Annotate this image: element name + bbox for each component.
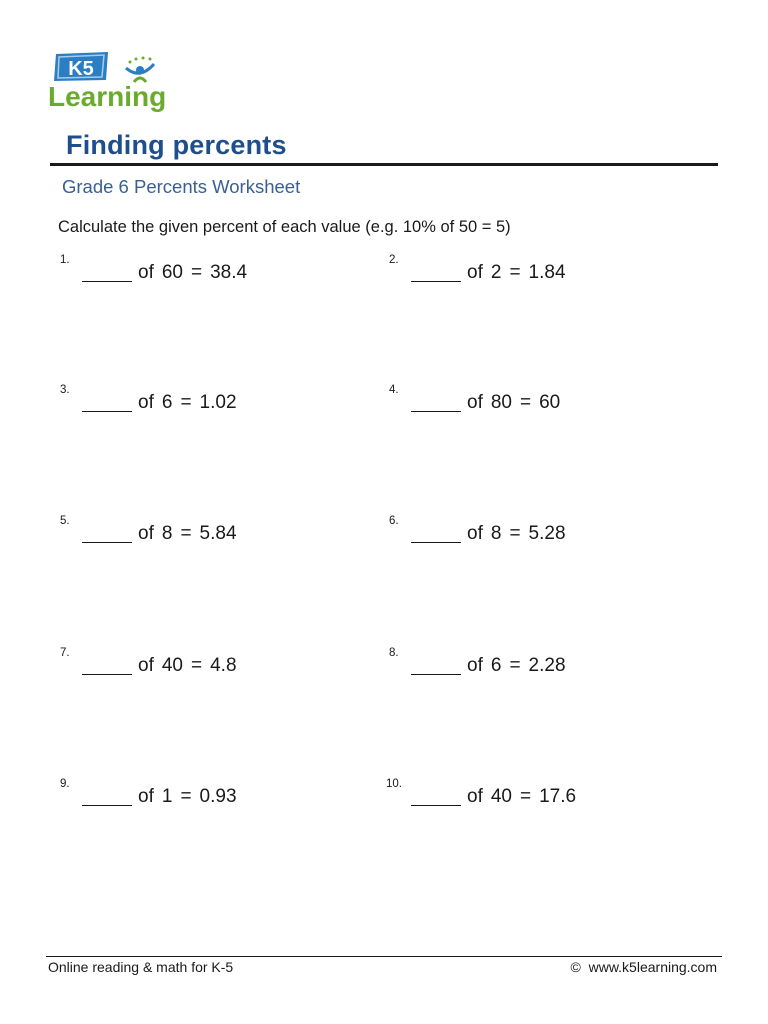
problem-result: 17.6: [539, 786, 577, 807]
problem-value: 6: [490, 655, 502, 676]
answer-blank[interactable]: [82, 391, 132, 412]
k5-badge-icon: [54, 52, 108, 81]
problem-number: 3.: [60, 384, 70, 396]
page-title: Finding percents: [66, 130, 287, 160]
of-word: of: [467, 655, 483, 676]
answer-blank[interactable]: [82, 261, 132, 282]
of-word: of: [138, 786, 154, 807]
equals-sign: =: [180, 786, 192, 807]
logo-word: Learning: [48, 81, 167, 112]
footer-divider: [46, 956, 722, 957]
answer-blank[interactable]: [82, 785, 132, 806]
problem-result: 1.02: [199, 392, 237, 413]
equals-sign: =: [191, 655, 203, 676]
problem-number: 8.: [389, 647, 399, 659]
problem-number: 1.: [60, 254, 70, 266]
answer-blank[interactable]: [82, 654, 132, 675]
equals-sign: =: [520, 392, 532, 413]
problem-result: 4.8: [210, 655, 237, 676]
problem-number: 7.: [60, 647, 70, 659]
problem-value: 80: [490, 392, 512, 413]
problem-value: 8: [161, 523, 173, 544]
equals-sign: =: [180, 392, 192, 413]
footer-tagline: Online reading & math for K-5: [48, 959, 234, 975]
problem-number: 4.: [389, 384, 399, 396]
answer-blank[interactable]: [411, 391, 461, 412]
of-word: of: [138, 262, 154, 283]
equals-sign: =: [509, 655, 521, 676]
of-word: of: [467, 262, 483, 283]
problem-number: 2.: [389, 254, 399, 266]
problem-result: 0.93: [199, 786, 237, 807]
equals-sign: =: [509, 523, 521, 544]
problem-result: 5.28: [528, 523, 566, 544]
problem-value: 8: [490, 523, 502, 544]
problem-number: 10.: [386, 778, 402, 790]
answer-blank[interactable]: [411, 522, 461, 543]
problem-result: 60: [539, 392, 561, 413]
problem-number: 6.: [389, 515, 399, 527]
problem-value: 2: [490, 262, 502, 283]
answer-blank[interactable]: [411, 785, 461, 806]
problem-value: 40: [161, 655, 183, 676]
answer-blank[interactable]: [82, 522, 132, 543]
problem-number: 9.: [60, 778, 70, 790]
title-divider: [50, 163, 718, 166]
problem-number: 5.: [60, 515, 70, 527]
of-word: of: [467, 786, 483, 807]
of-word: of: [138, 655, 154, 676]
problem-result: 1.84: [528, 262, 566, 283]
copyright-icon: ©: [570, 959, 581, 975]
person-figure-icon: [126, 57, 154, 83]
problem-result: 38.4: [210, 262, 248, 283]
of-word: of: [467, 523, 483, 544]
footer-url[interactable]: www.k5learning.com: [588, 959, 717, 975]
equals-sign: =: [509, 262, 521, 283]
k5-learning-logo: [46, 50, 188, 116]
problem-value: 6: [161, 392, 173, 413]
answer-blank[interactable]: [411, 261, 461, 282]
problem-result: 5.84: [199, 523, 237, 544]
problem-value: 1: [161, 786, 173, 807]
of-word: of: [467, 392, 483, 413]
equals-sign: =: [191, 262, 203, 283]
of-word: of: [138, 392, 154, 413]
instructions-text: Calculate the given percent of each value (e.g. 10% of 50 = 5): [58, 218, 511, 236]
footer-website: [571, 959, 718, 975]
problem-value: 40: [490, 786, 512, 807]
problem-value: 60: [161, 262, 183, 283]
worksheet-subtitle: Grade 6 Percents Worksheet: [62, 176, 301, 197]
equals-sign: =: [180, 523, 192, 544]
equals-sign: =: [520, 786, 532, 807]
problem-result: 2.28: [528, 655, 566, 676]
of-word: of: [138, 523, 154, 544]
logo-badge-text: K5: [68, 58, 94, 80]
answer-blank[interactable]: [411, 654, 461, 675]
